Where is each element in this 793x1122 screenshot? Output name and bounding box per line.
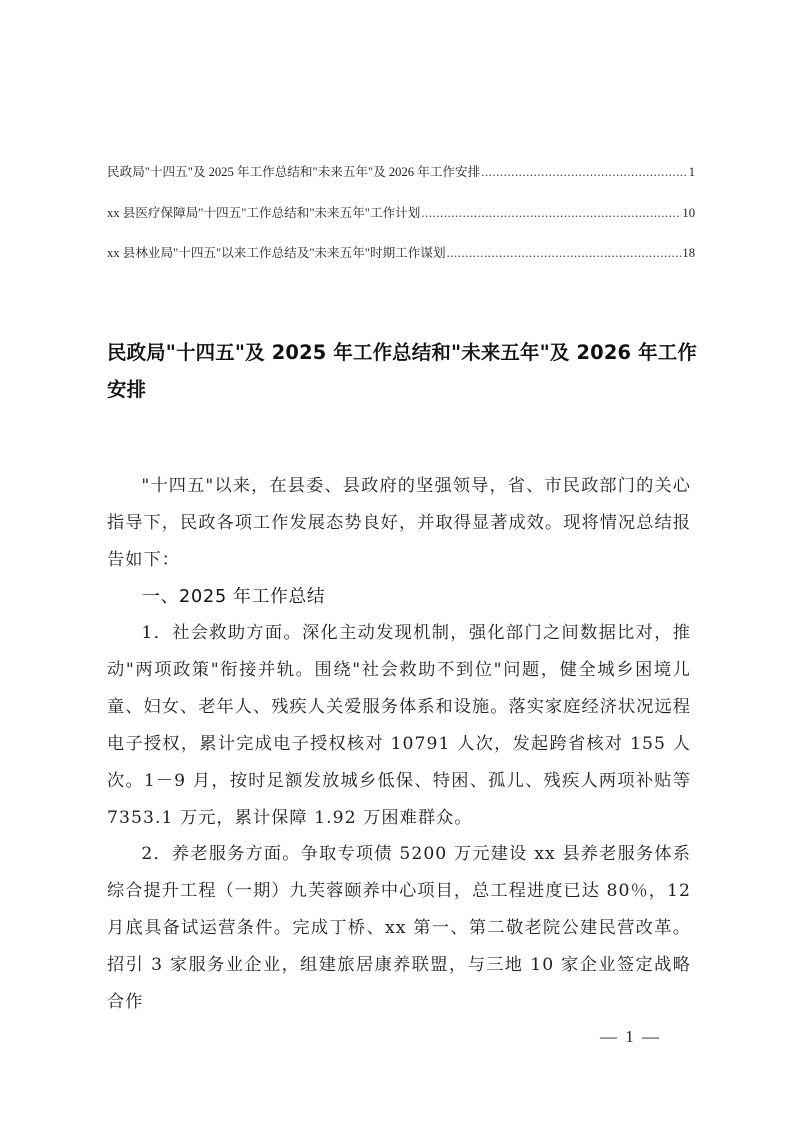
body-paragraph: 1．社会救助方面。深化主动发现机制，强化部门之间数据比对，推动"两项政策"衔接并轨。围绕"社会救助不到位"问题，健全城乡困境儿童、妇女、老年人、残疾人关爱服务体系和设施。落实家庭经济状况远程电子授权，累计完成电子授权核对 10791 人次，发起跨省核对 155 人次。1－9 月，按时足额发放城乡低保、特困、孤儿、残疾人两项补贴等 7353.1 万元，累计保障 1.92 万困难群众。 [107, 623, 691, 828]
toc-dot-leader [447, 246, 682, 261]
toc-dot-leader [481, 165, 688, 180]
toc-entry[interactable] [107, 242, 695, 283]
toc-entry-page: 10 [682, 205, 695, 220]
toc-entry[interactable] [107, 202, 695, 243]
body-paragraph: 2．养老服务方面。争取专项债 5200 万元建设 xx 县养老服务体系综合提升工程（一期）九芙蓉颐养中心项目，总工程进度已达 80％，12 月底具备试运营条件。完成丁桥、xx 第一、第二敬老院公建民营改革。招引 3 家服务业企业，组建旅居康养联盟，与三地 10 家企业签定战略合作 [107, 844, 691, 1012]
toc-entry-page: 18 [682, 246, 695, 260]
toc-dot-leader [421, 206, 681, 221]
document-body [107, 468, 691, 1021]
toc-entry-page: 1 [688, 165, 695, 179]
toc-entry-title: xx 县林业局"十四五"以来工作总结及"未来五年"时期工作谋划 [107, 246, 446, 260]
toc-entry-title: xx 县医疗保障局"十四五"工作总结和"未来五年"工作计划 [107, 205, 421, 220]
section-heading: 一、2025 年工作总结 [142, 586, 326, 607]
toc-entry[interactable] [107, 161, 695, 202]
table-of-contents [107, 161, 695, 283]
document-title: 民政局"十四五"及 2025 年工作总结和"未来五年"及 2026 年工作安排 [107, 341, 697, 401]
page-number: — 1 — [600, 1027, 661, 1046]
intro-paragraph: "十四五"以来，在县委、县政府的坚强领导，省、市民政部门的关心指导下，民政各项工作发展态势良好，并取得显著成效。现将情况总结报告如下： [107, 476, 691, 570]
toc-entry-title: 民政局"十四五"及 2025 年工作总结和"未来五年"及 2026 年工作安排 [107, 165, 481, 179]
